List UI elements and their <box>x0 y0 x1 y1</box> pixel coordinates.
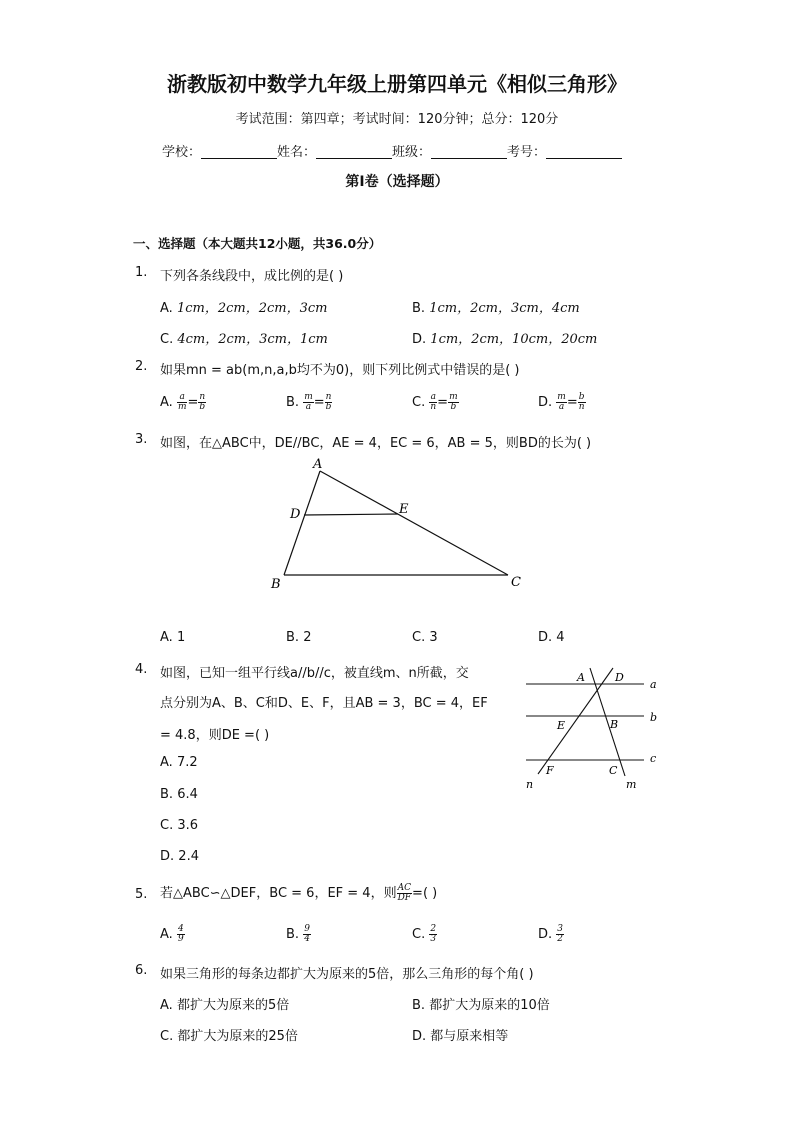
numerator: a <box>177 393 188 403</box>
option-c[interactable] <box>412 630 438 645</box>
option-label: A. <box>160 630 173 645</box>
option-label: A. <box>160 395 173 410</box>
numerator: 2 <box>430 924 437 934</box>
option-b[interactable] <box>160 787 198 802</box>
option-label: A. <box>160 927 173 942</box>
part-heading: 第I卷（选择题） <box>345 174 449 190</box>
denominator: n <box>578 402 585 412</box>
denominator: a <box>305 402 312 412</box>
option-text: 1cm，2cm，10cm，20cm <box>430 332 598 347</box>
label-line-m: m <box>626 778 637 791</box>
option-label: B. <box>160 787 174 802</box>
option-label: C. <box>160 1029 174 1044</box>
option-b[interactable] <box>412 994 550 1013</box>
section-heading: 一、选择题（本大题共12小题，共36.0分） <box>133 236 382 251</box>
question-stem: 下列各条线段中，成比例的是( ) <box>160 269 344 284</box>
label-line-c: c <box>650 752 657 765</box>
field-class-label: 班级： <box>392 145 432 160</box>
option-b[interactable] <box>412 297 580 316</box>
label-a-point: A <box>577 671 585 684</box>
fraction <box>303 393 314 412</box>
question-stem-line: = 4.8，则DE =( ) <box>160 728 270 743</box>
option-label: D. <box>160 849 175 864</box>
fraction <box>303 925 311 944</box>
exam-info: 考试范围：第四章；考试时间：120分钟；总分：120分 <box>235 112 559 127</box>
fraction <box>556 925 564 944</box>
denominator: 9 <box>177 934 184 944</box>
option-d[interactable] <box>412 1025 508 1044</box>
denominator: a <box>558 402 565 412</box>
denominator: 4 <box>304 934 310 944</box>
option-label: D. <box>412 332 427 347</box>
option-a[interactable] <box>160 994 289 1013</box>
numerator: m <box>304 392 313 402</box>
option-text: 3.6 <box>177 818 199 833</box>
fraction <box>325 393 333 412</box>
segment-de <box>304 514 398 515</box>
parallel-lines-figure <box>520 664 670 794</box>
side-ab <box>284 471 320 575</box>
option-label: A. <box>160 301 173 316</box>
fraction <box>177 925 185 944</box>
fraction <box>429 393 437 412</box>
option-label: D. <box>412 1029 427 1044</box>
stem-text: =( ) <box>412 886 438 901</box>
field-school-blank[interactable] <box>201 144 277 159</box>
numerator: b <box>578 392 585 402</box>
option-d[interactable] <box>538 925 564 944</box>
option-a[interactable] <box>160 297 327 316</box>
numerator: 3 <box>557 924 564 934</box>
question-stem <box>160 882 437 903</box>
numerator: 9 <box>304 924 310 934</box>
option-label: D. <box>538 630 553 645</box>
label-line-a: a <box>650 678 657 691</box>
label-d: D <box>290 507 301 522</box>
option-d[interactable]: D. $\frac{m}{a}$ = $\frac{b}{n}$ <box>538 392 585 412</box>
option-label: C. <box>412 927 426 942</box>
field-name-blank[interactable] <box>316 144 392 159</box>
fraction <box>429 925 437 944</box>
numerator: n <box>325 392 332 402</box>
label-e-point: E <box>557 719 566 732</box>
numerator: 4 <box>177 924 184 934</box>
option-text: 2 <box>303 630 312 645</box>
option-a[interactable] <box>160 755 198 770</box>
label-d-point: D <box>615 671 624 684</box>
question-number: 4. <box>135 662 148 677</box>
numerator: a <box>430 392 436 402</box>
label-b: B <box>271 577 281 592</box>
option-label: C. <box>412 630 426 645</box>
option-d[interactable] <box>160 849 199 864</box>
option-text: 2.4 <box>178 849 199 864</box>
option-label: B. <box>286 927 300 942</box>
question-number: 1. <box>135 265 148 280</box>
question-stem: 如果三角形的每条边都扩大为原来的5倍，那么三角形的每个角( ) <box>160 967 534 982</box>
option-b[interactable] <box>286 630 311 645</box>
option-label: B. <box>412 998 426 1013</box>
option-text: 都与原来相等 <box>430 1029 509 1044</box>
question-stem-line: 点分别为A、B、C和D、E、F，且AB = 3，BC = 4，EF <box>160 696 488 711</box>
denominator: 3 <box>430 934 437 944</box>
numerator: AC <box>397 883 411 893</box>
option-label: B. <box>412 301 426 316</box>
fraction <box>177 393 188 412</box>
option-a[interactable] <box>160 630 185 645</box>
page-title: 浙教版初中数学九年级上册第四单元《相似三角形》 <box>167 72 627 96</box>
option-label: B. <box>286 630 300 645</box>
option-label: C. <box>160 332 174 347</box>
question-number: 5. <box>135 887 148 902</box>
option-label: B. <box>286 395 300 410</box>
option-label: D. <box>538 927 553 942</box>
option-b[interactable]: B. $\frac{m}{a}$ = $\frac{n}{b}$ <box>286 392 332 412</box>
field-id-blank[interactable] <box>546 144 622 159</box>
option-text: 都扩大为原来的5倍 <box>176 998 290 1013</box>
option-text: 都扩大为原来的25倍 <box>177 1029 298 1044</box>
option-text: 1cm，2cm，3cm，4cm <box>429 301 580 316</box>
option-text: 都扩大为原来的10倍 <box>429 998 550 1013</box>
numerator: n <box>199 392 206 402</box>
label-line-n: n <box>526 778 534 791</box>
option-text: 3 <box>429 630 438 645</box>
question-stem-line: 如图，已知一组平行线a//b//c，被直线m、n所截，交 <box>160 666 469 681</box>
question-number: 2. <box>135 359 148 374</box>
label-line-b: b <box>650 711 658 724</box>
label-f-point: F <box>546 764 554 777</box>
stem-text: 若△ABC∽△DEF，BC = 6，EF = 4，则 <box>160 886 397 901</box>
option-text: 4 <box>556 630 565 645</box>
denominator: n <box>430 402 437 412</box>
option-text: 1 <box>176 630 186 645</box>
option-d[interactable] <box>412 328 597 347</box>
option-text: 7.2 <box>176 755 198 770</box>
option-a[interactable]: A. $\frac{a}{m}$ = $\frac{n}{b}$ <box>160 392 206 412</box>
label-c: C <box>511 575 521 590</box>
option-c[interactable]: C. $\frac{a}{n}$ = $\frac{m}{b}$ <box>412 392 458 412</box>
side-ac <box>320 471 508 575</box>
option-text: 4cm，2cm，3cm，1cm <box>177 332 328 347</box>
question-number: 3. <box>135 432 148 447</box>
option-c[interactable] <box>412 925 437 944</box>
option-c[interactable] <box>160 1025 298 1044</box>
denominator: b <box>450 402 457 412</box>
denominator: DF <box>397 893 412 903</box>
field-school-label: 学校： <box>162 145 202 160</box>
numerator: m <box>557 392 566 402</box>
option-label: D. <box>538 395 553 410</box>
label-c-point: C <box>609 764 618 777</box>
option-label: C. <box>160 818 174 833</box>
question-stem: 如图，在△ABC中，DE//BC，AE = 4，EC = 6，AB = 5，则BD的长为( ) <box>160 436 592 451</box>
option-label: A. <box>160 755 173 770</box>
denominator: 2 <box>557 934 564 944</box>
option-a[interactable] <box>160 925 185 944</box>
option-d[interactable] <box>538 630 565 645</box>
fraction <box>397 884 412 903</box>
option-text: 6.4 <box>177 787 198 802</box>
fraction <box>198 393 206 412</box>
denominator: m <box>177 402 187 412</box>
field-class-blank[interactable] <box>431 144 507 159</box>
label-e: E <box>399 502 409 517</box>
question-number: 6. <box>135 963 148 978</box>
option-text: 1cm，2cm，2cm，3cm <box>176 301 328 316</box>
question-stem: 如果mn = ab(m,n,a,b均不为0)，则下列比例式中错误的是( ) <box>160 363 520 378</box>
fraction <box>448 393 459 412</box>
field-id-label: 考号： <box>507 145 547 160</box>
option-c[interactable] <box>160 818 198 833</box>
fraction <box>556 393 567 412</box>
fraction <box>578 393 586 412</box>
numerator: m <box>449 392 458 402</box>
option-label: C. <box>412 395 426 410</box>
option-c[interactable] <box>160 328 328 347</box>
field-name-label: 姓名： <box>277 145 317 160</box>
label-b-point: B <box>610 718 619 731</box>
denominator: b <box>199 402 206 412</box>
triangle-figure <box>262 452 532 594</box>
label-a: A <box>313 457 323 472</box>
option-b[interactable] <box>286 925 311 944</box>
student-info-fields <box>162 141 622 160</box>
denominator: b <box>325 402 332 412</box>
option-label: A. <box>160 998 173 1013</box>
